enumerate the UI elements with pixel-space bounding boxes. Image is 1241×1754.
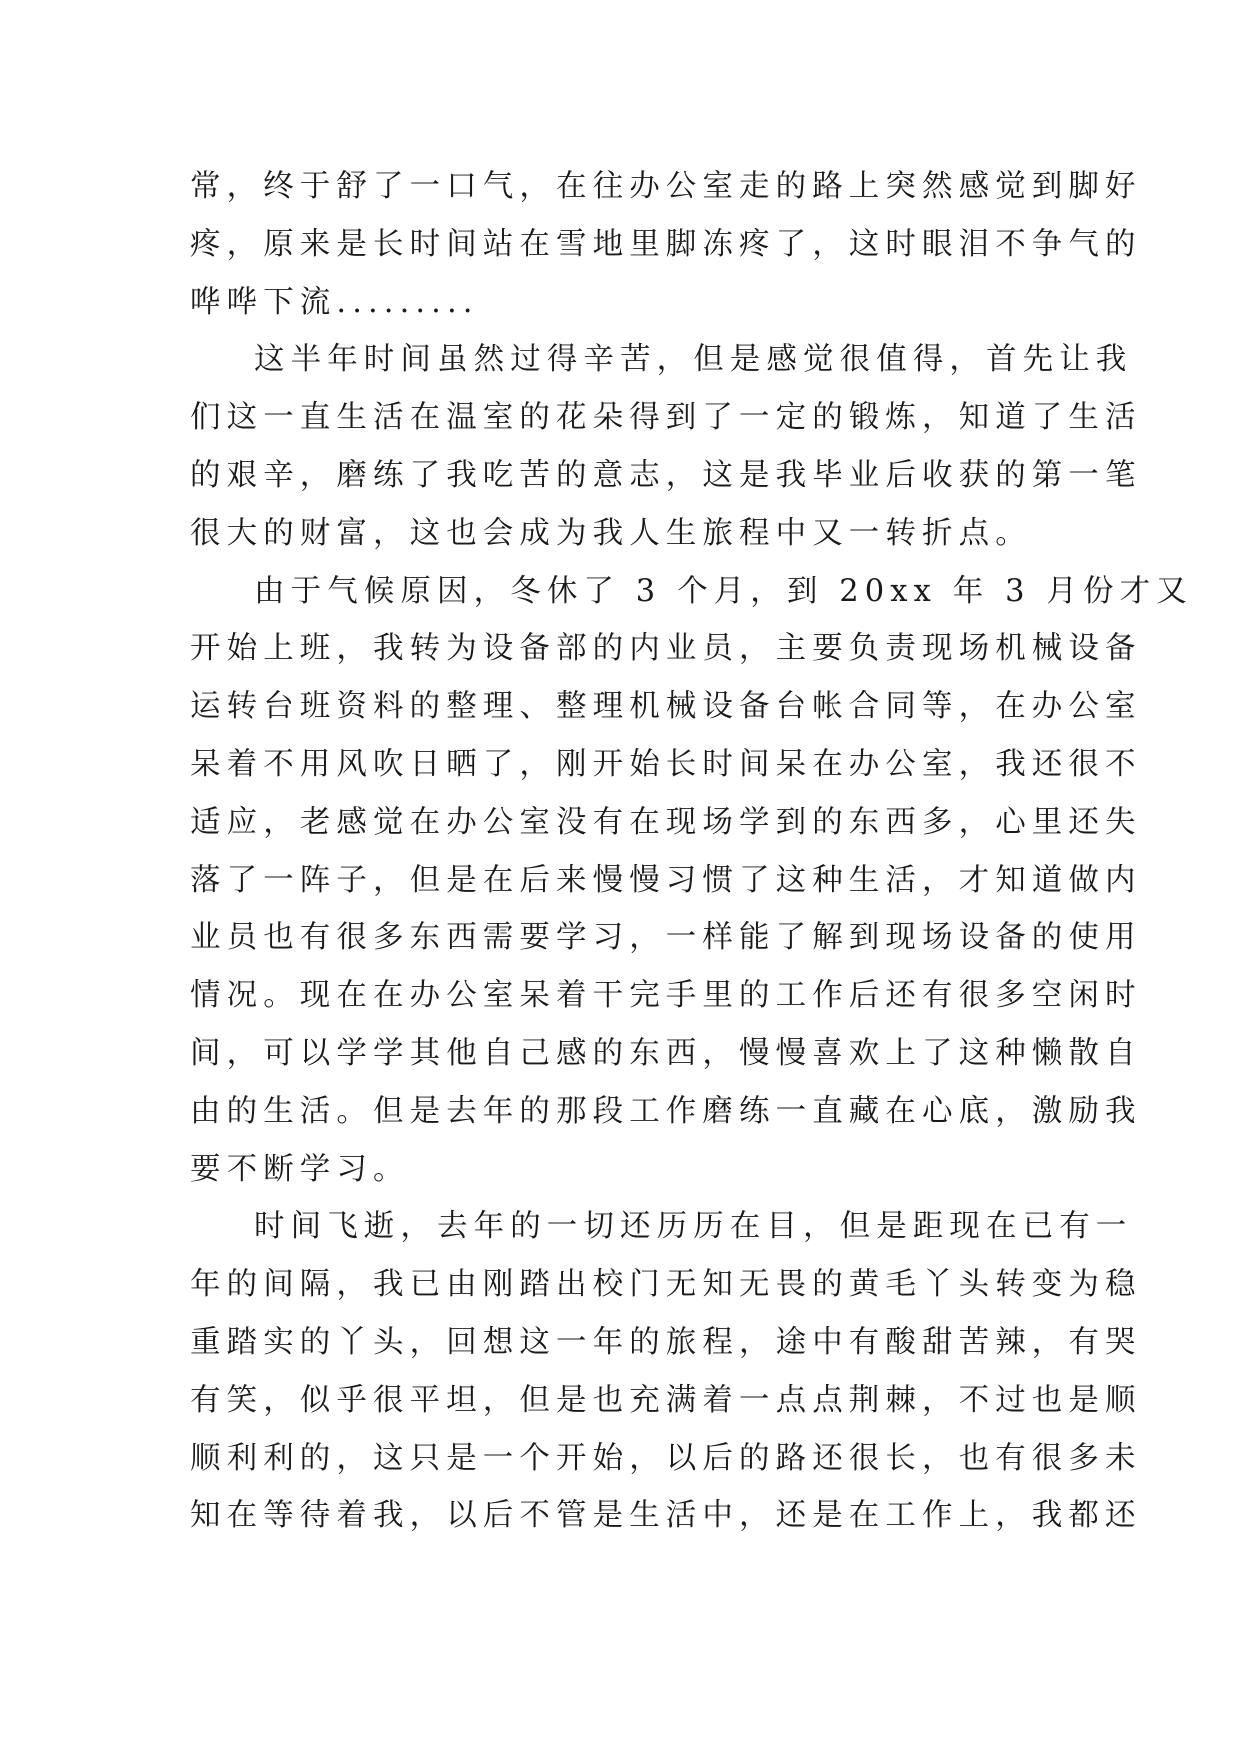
text-line: 这半年时间虽然过得辛苦，但是感觉很值得，首先让我 xyxy=(254,342,1133,378)
text-line: 很大的财富，这也会成为我人生旅程中又一转折点。 xyxy=(190,515,1032,551)
text-line: 重踏实的丫头，回想这一年的旅程，途中有酸甜苦辣，有哭 xyxy=(190,1324,1142,1360)
text-line: 运转台班资料的整理、整理机械设备台帐合同等，在办公室 xyxy=(190,689,1142,725)
text-line: 知在等待着我，以后不管是生活中，还是在工作上，我都还 xyxy=(190,1498,1142,1534)
text-line: 呆着不用风吹日晒了，刚开始长时间呆在办公室，我还很不 xyxy=(190,746,1142,782)
text-line: 们这一直生活在温室的花朵得到了一定的锻炼，知道了生活 xyxy=(190,400,1142,436)
text-line: 年的间隔，我已由刚踏出校门无知无畏的黄毛丫头转变为稳 xyxy=(190,1267,1142,1303)
paragraph xyxy=(190,1198,1142,1545)
paragraph xyxy=(190,331,1142,562)
text-line: 业员也有很多东西需要学习，一样能了解到现场设备的使用 xyxy=(190,920,1142,956)
text-line: 疼，原来是长时间站在雪地里脚冻疼了，这时眼泪不争气的 xyxy=(190,226,1142,262)
text-line: 时间飞逝，去年的一切还历历在目，但是距现在已有一 xyxy=(254,1209,1133,1245)
text-line: 要不断学习。 xyxy=(190,1151,410,1187)
text-line: 哗哗下流......... xyxy=(190,284,479,320)
text-line: 开始上班，我转为设备部的内业员，主要负责现场机械设备 xyxy=(190,631,1142,667)
text-line: 的艰辛，磨练了我吃苦的意志，这是我毕业后收获的第一笔 xyxy=(190,457,1142,493)
paragraph xyxy=(190,563,1193,1199)
text-line: 由的生活。但是去年的那段工作磨练一直藏在心底，激励我 xyxy=(190,1093,1142,1129)
text-line: 由于气候原因，冬休了 3 个月，到 20xx 年 3 月份才又 xyxy=(254,573,1193,609)
text-line: 落了一阵子，但是在后来慢慢习惯了这种生活，才知道做内 xyxy=(190,862,1142,898)
text-line: 常，终于舒了一口气，在往办公室走的路上突然感觉到脚好 xyxy=(190,169,1142,204)
text-line: 间，可以学学其他自己感的东西，慢慢喜欢上了这种懒散自 xyxy=(190,1035,1142,1071)
text-line: 有笑，似乎很平坦，但是也充满着一点点荆棘，不过也是顺 xyxy=(190,1382,1142,1418)
paragraph xyxy=(190,158,1142,331)
text-line: 情况。现在在办公室呆着干完手里的工作后还有很多空闲时 xyxy=(190,978,1142,1014)
text-line: 适应，老感觉在办公室没有在现场学到的东西多，心里还失 xyxy=(190,804,1142,840)
text-line: 顺利利的，这只是一个开始，以后的路还很长，也有很多未 xyxy=(190,1440,1142,1476)
document-body xyxy=(190,158,1193,1545)
